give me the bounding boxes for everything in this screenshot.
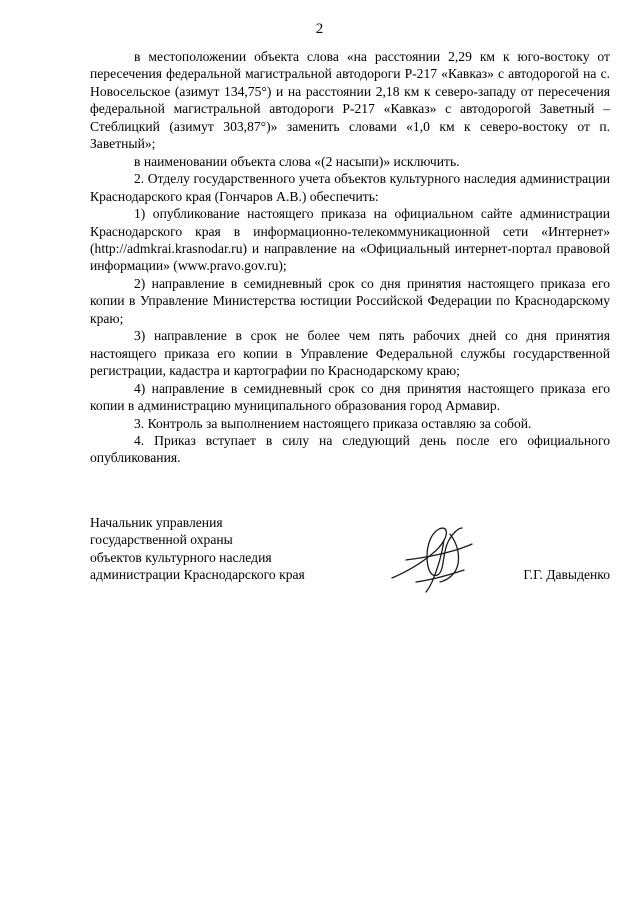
handwritten-signature-icon (386, 520, 476, 594)
paragraph-item-2: 2. Отделу государственного учета объектов культурного наследия администрации Краснодарского края (Гончаров А.В.) обеспечить: (90, 171, 610, 204)
position-line: Начальник управления (90, 515, 223, 530)
signature-block (90, 514, 610, 594)
paragraph-subitem-2: 2) направление в семидневный срок со дня принятия настоящего приказа его копии в Управление Министерства юстиции Российской Федерации по Краснодарскому краю; (90, 275, 610, 326)
paragraph-subitem-4: 4) направление в семидневный срок со дня принятия настоящего приказа его копии в администрацию муниципального образования город Армавир. (90, 380, 610, 414)
paragraph-name-change: в наименовании объекта слова «(2 насыпи)» исключить. (134, 153, 460, 169)
paragraph-subitem-3: 3) направление в срок не более чем пять рабочих дней со дня принятия настоящего приказа его копии в Управление Федеральной службы государственной регистрации, кадастра и картографии по Краснодарскому краю; (90, 328, 610, 379)
paragraph-subitem-1: 1) опубликование настоящего приказа на официальном сайте администрации Краснодарского края в информационно-телекоммуникационной сети «Интернет» (http://admkrai.krasnodar.ru) и направление на «Официальный интернет-портал правовой информации» (www.pravo.gov.ru); (90, 206, 610, 274)
position-line: государственной охраны (90, 532, 233, 548)
paragraph-item-4: 4. Приказ вступает в силу на следующий день после его официального опубликования. (90, 432, 610, 466)
signatory-name: Г.Г. Давыденко (523, 567, 610, 582)
paragraph-location-change: в местоположении объекта слова «на расстоянии 2,29 км к юго-востоку от пересечения федеральной магистральной автодороги Р-217 «Кавказ» с автодорогой на с. Новосельское (азимут 134,75°) и на расстоянии 2,18 км к северо-западу от пересечения федеральной магистральной автодороги Р-217 «Кавказ» с автодорогой Заветный – Стеблицкий (азимут 303,87°)» заменить словами «1,0 км к северо-востоку от п. Заветный»; (90, 49, 610, 152)
position-line: администрации Краснодарского края (90, 567, 305, 583)
document-body (90, 48, 610, 467)
position-line: объектов культурного наследия (90, 549, 272, 565)
paragraph-item-3: 3. Контроль за выполнением настоящего приказа оставляю за собой. (134, 415, 532, 431)
page-number: 2 (315, 21, 324, 37)
signatory-position (90, 514, 370, 584)
